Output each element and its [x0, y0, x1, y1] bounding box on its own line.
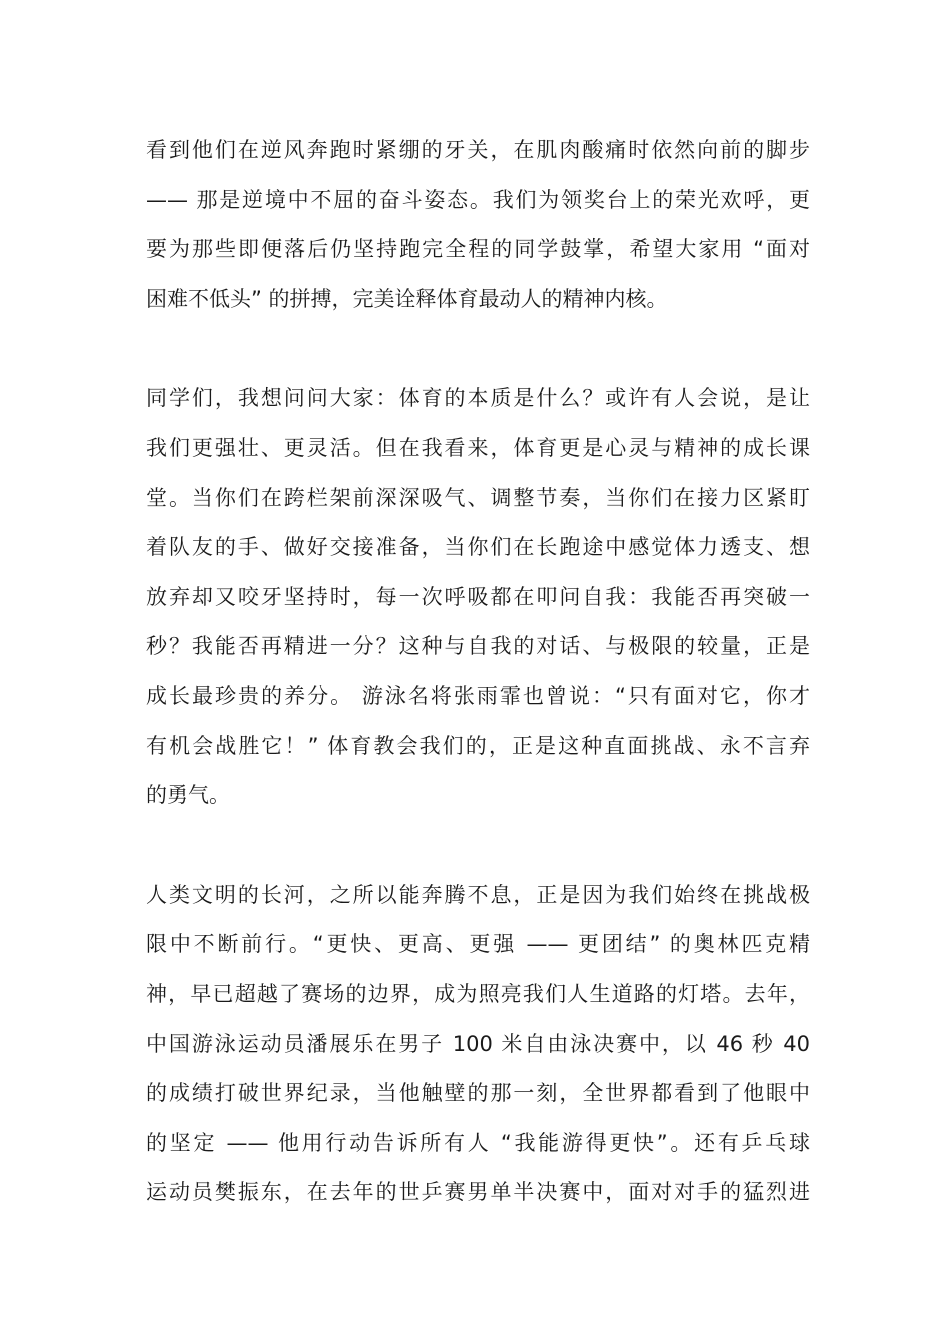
text-line: 人类文明的长河，之所以能奔腾不息，正是因为我们始终在挑战极 — [146, 882, 810, 907]
text-line: 着队友的手、做好交接准备，当你们在长跑途中感觉体力透支、想 — [146, 535, 810, 560]
text-line: 限中不断前行。“更快、更高、更强 —— 更团结” 的奥林匹克精 — [146, 932, 810, 957]
paragraph-3 — [146, 871, 810, 1218]
text-line: 放弃却又咬牙坚持时，每一次呼吸都在叩问自我：我能否再突破一 — [146, 584, 810, 609]
text-line: 中国游泳运动员潘展乐在男子 100 米自由泳决赛中，以 46 秒 40 — [146, 1031, 810, 1056]
text-line: 秒？我能否再精进一分？这种与自我的对话、与极限的较量，正是 — [146, 634, 810, 659]
text-line: 的成绩打破世界纪录，当他触壁的那一刻，全世界都看到了他眼中 — [146, 1081, 810, 1106]
text-line: 同学们，我想问问大家：体育的本质是什么？或许有人会说，是让 — [146, 386, 810, 411]
text-line: 有机会战胜它！” 体育教会我们的，正是这种直面挑战、永不言弃 — [146, 733, 810, 758]
text-line: 堂。当你们在跨栏架前深深吸气、调整节奏，当你们在接力区紧盯 — [146, 485, 810, 510]
text-line: —— 那是逆境中不屈的奋斗姿态。我们为领奖台上的荣光欢呼，更 — [146, 187, 810, 212]
text-line: 神，早已超越了赛场的边界，成为照亮我们人生道路的灯塔。去年， — [146, 981, 810, 1006]
text-line: 看到他们在逆风奔跑时紧绷的牙关，在肌肉酸痛时依然向前的脚步 — [146, 138, 810, 162]
paragraph-spacer — [146, 821, 810, 871]
document-body — [146, 126, 810, 1218]
paragraph-1 — [146, 126, 810, 324]
text-line: 的坚定 —— 他用行动告诉所有人 “我能游得更快”。还有乒乓球 — [146, 1130, 810, 1155]
paragraph-spacer — [146, 324, 810, 374]
paragraph-2 — [146, 374, 810, 820]
text-line: 成长最珍贵的养分。 游泳名将张雨霏也曾说：“只有面对它，你才 — [146, 683, 810, 708]
text-line: 的勇气。 — [146, 783, 230, 808]
text-line: 运动员樊振东，在去年的世乒赛男单半决赛中，面对对手的猛烈进 — [146, 1180, 810, 1205]
text-line: 困难不低头” 的拼搏，完美诠释体育最动人的精神内核。 — [146, 286, 668, 311]
text-line: 我们更强壮、更灵活。但在我看来，体育更是心灵与精神的成长课 — [146, 435, 810, 460]
text-line: 要为那些即便落后仍坚持跑完全程的同学鼓掌，希望大家用 “面对 — [146, 237, 810, 262]
